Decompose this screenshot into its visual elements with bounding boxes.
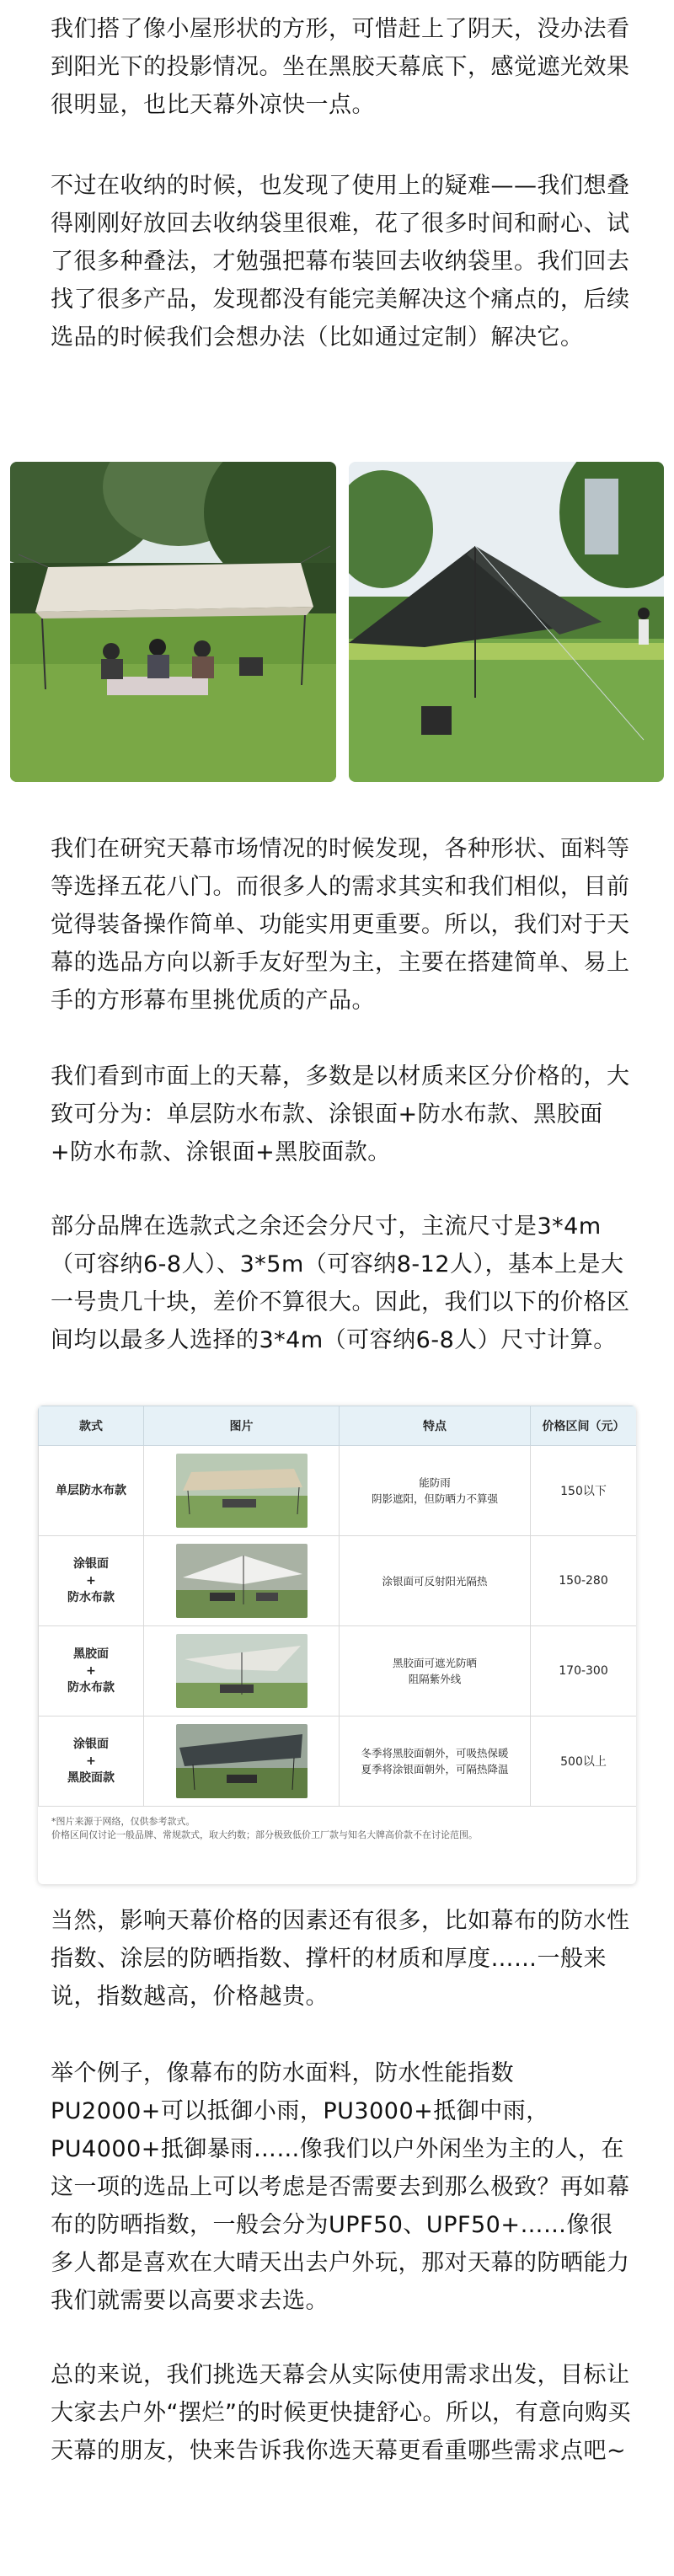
row-feature: 涂银面可反射阳光隔热: [340, 1536, 531, 1626]
table-row: [39, 1626, 637, 1716]
photo-black-tarp-lawn: [349, 462, 664, 782]
table-note-2: 价格区间仅讨论一般品牌、常规款式，取大约数；部分极致低价工厂款与知名大牌高价款不在讨论范围。: [51, 1829, 478, 1840]
paragraph-4: 我们看到市面上的天幕，多数是以材质来区分价格的，大致可分为：单层防水布款、涂银面+防水布款、黑胶面+防水布款、涂银面+黑胶面款。: [51, 1063, 630, 1165]
row-image: [144, 1446, 340, 1536]
row-style: 单层防水布款: [39, 1446, 144, 1536]
header-image: 图片: [144, 1406, 340, 1446]
table-note-1: *图片来源于网络，仅供参考款式。: [51, 1816, 195, 1827]
table-row: [39, 1446, 637, 1536]
table-row: [39, 1536, 637, 1626]
paragraph-8: 总的来说，我们挑选天幕会从实际使用需求出发，目标让大家去户外“摆烂”的时候更快捷舒心。所以，有意向购买天幕的朋友，快来告诉我你选天幕更看重哪些需求点吧~: [51, 2362, 631, 2464]
row-feature: 黑胶面可遮光防晒 阻隔紫外线: [340, 1626, 531, 1716]
row-image: [144, 1626, 340, 1716]
paragraph-3: 我们在研究天幕市场情况的时候发现，各种形状、面料等等选择五花八门。而很多人的需求其实和我们相似，目前觉得装备操作简单、功能实用更重要。所以，我们对于天幕的选品方向以新手友好型为主，主要在搭建简单、易上手的方形幕布里挑优质的产品。: [51, 836, 630, 1014]
paragraph-5: 部分品牌在选款式之余还会分尺寸，主流尺寸是3*4m（可容纳6-8人）、3*5m（可容纳8-12人），基本上是大一号贵几十块，差价不算很大。因此，我们以下的价格区间均以最多人选择的3*4m（可容纳6-8人）尺寸计算。: [51, 1213, 630, 1353]
row-price: 150以下: [531, 1446, 637, 1536]
row-image: [144, 1536, 340, 1626]
table-row: [39, 1716, 637, 1807]
row-feature: 能防雨 阴影遮阳，但防晒力不算强: [340, 1446, 531, 1536]
row-price: 500以上: [531, 1716, 637, 1807]
header-style: 款式: [39, 1406, 144, 1446]
row-style: 涂银面 + 防水布款: [39, 1536, 144, 1626]
price-table: [38, 1406, 636, 1807]
row-style: 黑胶面 + 防水布款: [39, 1626, 144, 1716]
paragraph-1: 我们搭了像小屋形状的方形，可惜赶上了阴天，没办法看到阳光下的投影情况。坐在黑胶天幕底下，感觉遮光效果很明显，也比天幕外凉快一点。: [51, 16, 630, 118]
row-image: [144, 1716, 340, 1807]
paragraph-7: 举个例子，像幕布的防水面料，防水性能指数PU2000+可以抵御小雨，PU3000+抵御中雨，PU4000+抵御暴雨……像我们以户外闲坐为主的人，在这一项的选品上可以考虑是否需要去到那么极致？再如幕布的防晒指数，一般会分为UPF50、UPF50+……像很多人都是喜欢在大晴天出去户外玩，那对天幕的防晒能力我们就需要以高要求去选。: [51, 2060, 630, 2314]
photo-square-tarp-camp: [10, 462, 336, 782]
row-price: 150-280: [531, 1536, 637, 1626]
table-notes: [38, 1807, 636, 1842]
thumb-silver-black-tarp: [176, 1724, 308, 1798]
row-style: 涂银面 + 黑胶面款: [39, 1716, 144, 1807]
paragraph-2: 不过在收纳的时候，也发现了使用上的疑难——我们想叠得刚刚好放回去收纳袋里很难，花了很多时间和耐心、试了很多种叠法，才勉强把幕布装回去收纳袋里。我们回去找了很多产品，发现都没有能完美解决这个痛点的，后续选品的时候我们会想办法（比如通过定制）解决它。: [51, 173, 630, 351]
thumb-silver-coated-tarp: [176, 1544, 308, 1618]
header-price-range: 价格区间（元）: [531, 1406, 637, 1446]
thumb-black-glue-tarp: [176, 1634, 308, 1708]
row-price: 170-300: [531, 1626, 637, 1716]
price-table-card: [38, 1406, 636, 1884]
thumb-single-layer-tarp: [176, 1454, 308, 1528]
table-header-row: [39, 1406, 637, 1446]
row-feature: 冬季将黑胶面朝外，可吸热保暖 夏季将涂银面朝外，可隔热降温: [340, 1716, 531, 1807]
header-feature: 特点: [340, 1406, 531, 1446]
paragraph-6: 当然，影响天幕价格的因素还有很多，比如幕布的防水性指数、涂层的防晒指数、撑杆的材质和厚度……一般来说，指数越高，价格越贵。: [51, 1908, 630, 2010]
